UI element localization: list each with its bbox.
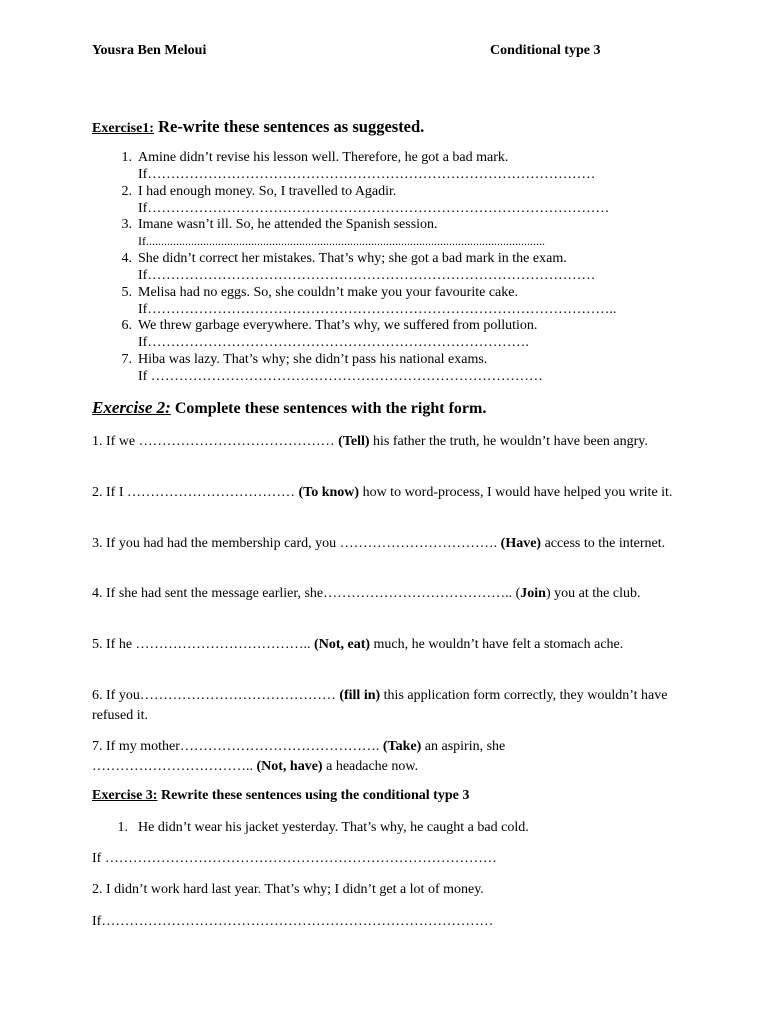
item-sentence: Imane wasn’t ill. So, he attended the Spanish session. [138,217,438,233]
verb-prompt: (Not, have) [256,759,323,774]
item-sentence: I had enough money. So, I travelled to Agadir. [138,183,397,199]
item-sentence: We threw garbage everywhere. That’s why, we suffered from pollution. [138,318,538,334]
exercise1-list [92,150,692,386]
verb-prompt: Join [520,586,546,601]
exercise1-item [92,318,692,352]
item-number: 6. [121,318,132,334]
item-text: 2. If I ……………………………… [92,485,299,500]
exercise1-item [92,352,692,386]
exercise1-item [92,150,692,184]
exercise2-heading [92,398,486,418]
item-text: how to word-process, I would have helped you write it. [359,485,673,500]
verb-prompt: (fill in) [339,688,381,703]
item-text: much, he wouldn’t have felt a stomach ache. [370,637,624,652]
exercise1-heading [92,117,424,137]
item-text: this application form correctly, they wouldn’t have refused it. [92,688,668,723]
item-text: 3. If you had had the membership card, you ……………………………. [92,536,501,551]
exercise2-instruction: Complete these sentences with the right form. [170,400,487,417]
answer-line: If..................................................................................................................................... [138,234,545,249]
item-text: 7. If my mother……………………………………. [92,739,383,754]
exercise2-item [92,584,680,604]
exercise1-item [92,251,692,285]
answer-line: If…………………………………………………………………………………… [138,167,596,182]
item-number: 3. [121,217,132,233]
item-sentence: She didn’t correct her mistakes. That’s why; she got a bad mark in the exam. [138,251,567,267]
item-text: an aspirin, she [421,739,506,754]
answer-line: If ………………………………………………………………………… [92,851,497,866]
exercise1-label: Exercise1: [92,121,154,136]
exercise3-heading [92,788,469,804]
exercise2-item [92,432,680,452]
exercise1-item [92,217,692,251]
answer-line: If………………………………………………………………………… [92,914,494,929]
exercise2-item [92,483,680,503]
item-text: ) you at the club. [545,586,641,601]
item-text: a headache now. [322,759,419,774]
item-sentence: 2. I didn’t work hard last year. That’s why; I didn’t get a lot of money. [92,882,484,897]
verb-prompt: (Take) [382,739,422,754]
exercise2-item [92,686,680,726]
item-number: 2. [121,183,132,199]
item-text: …………………………….. [92,759,257,774]
verb-prompt: (Have) [500,536,542,551]
exercise1-item [92,184,692,218]
answer-line: If………………………………………………………………………. [138,335,529,351]
item-sentence: Amine didn’t revise his lesson well. Therefore, he got a bad mark. [138,150,509,165]
item-text: access to the internet. [541,536,666,551]
answer-line: If…………………………………………………………………………………… [138,268,596,284]
exercise1-instruction: Re-write these sentences as suggested. [153,117,425,136]
verb-prompt: (To know) [298,485,360,500]
item-number: 1. [117,820,128,835]
item-text: 1. If we …………………………………… [92,434,339,449]
exercise2-label: Exercise 2: [92,398,171,417]
item-number: 7. [121,352,132,368]
exercise3-instruction: Rewrite these sentences using the conditional type 3 [157,788,470,803]
item-number: 1. [121,150,132,165]
exercise3-label: Exercise 3: [92,788,158,803]
item-sentence: Hiba was lazy. That’s why; she didn’t pass his national exams. [138,352,488,368]
item-number: 5. [121,284,132,300]
item-sentence: Melisa had no eggs. So, she couldn’t make you your favourite cake. [138,284,518,300]
item-sentence: He didn’t wear his jacket yesterday. That’s why, he caught a bad cold. [138,820,529,835]
worksheet-topic: Conditional type 3 [490,43,601,58]
exercise1-item [92,285,692,319]
verb-prompt: (Tell) [338,434,370,449]
verb-prompt: (Not, eat) [314,637,371,652]
author-name: Yousra Ben Meloui [92,43,207,58]
item-text: his father the truth, he wouldn’t have been angry. [369,434,648,449]
answer-line: If……………………………………………………………………………………….. [138,301,617,317]
exercise2-item [92,534,680,554]
exercise2-item [92,635,680,655]
item-text: 5. If he ……………………………….. [92,637,315,652]
item-text: 6. If you…………………………………… [92,688,340,703]
answer-line: If ………………………………………………………………………… [138,369,543,385]
item-number: 4. [121,251,132,267]
item-text: 4. If she had sent the message earlier, she………………………………….. ( [92,586,521,601]
answer-line: If……………………………………………………………………………………… [138,200,610,216]
exercise2-item [92,737,680,777]
